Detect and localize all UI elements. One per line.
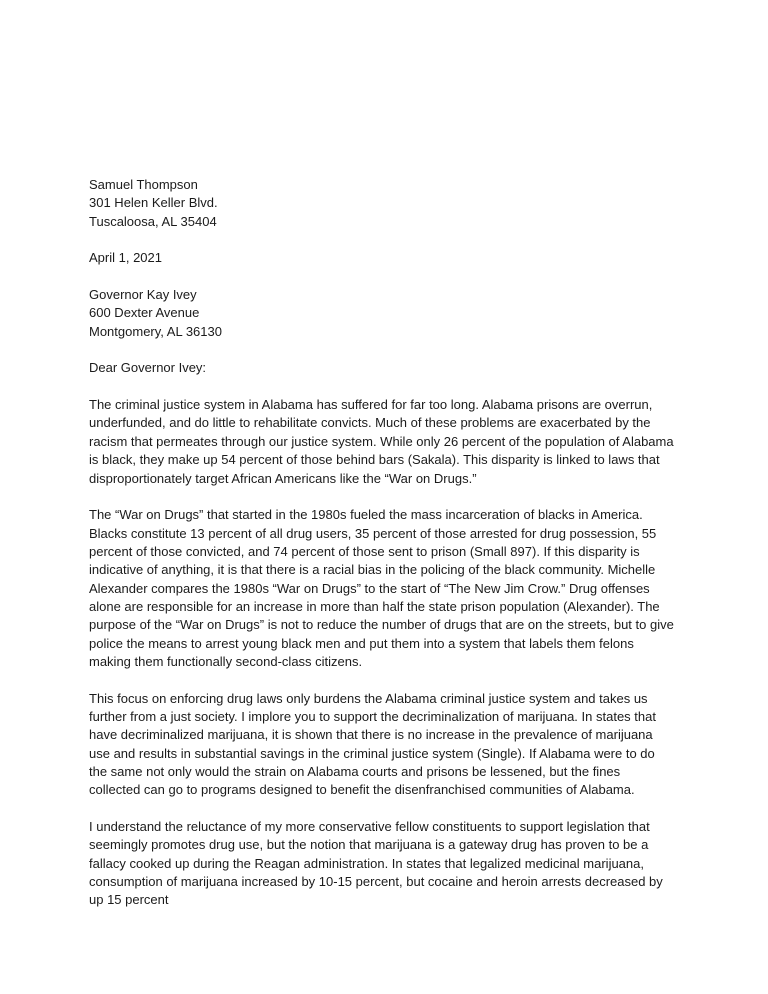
sender-street: 301 Helen Keller Blvd. — [89, 195, 218, 211]
spacer-after-recipient — [89, 341, 675, 359]
spacer-after-date — [89, 268, 675, 286]
letter-body — [89, 176, 675, 910]
spacer-paragraph-2 — [89, 671, 675, 689]
body-paragraph-1: The criminal justice system in Alabama has suffered for far too long. Alabama prisons are overrun, underfunded, and do little to rehabilitate convicts. Much of these problems are exacerbated by the racism that permeates through our justice system. While only 26 percent of the population of Alabama is black, they make up 54 percent of those behind bars (Sakala). This disparity is linked to laws that disproportionately target African Americans like the “War on Drugs.” — [89, 397, 674, 486]
letter-date: April 1, 2021 — [89, 250, 162, 266]
recipient-street: 600 Dexter Avenue — [89, 305, 200, 321]
sender-city-state-zip: Tuscaloosa, AL 35404 — [89, 213, 217, 229]
recipient-city-state-zip: Montgomery, AL 36130 — [89, 323, 222, 339]
spacer-paragraph-1 — [89, 488, 675, 506]
spacer-paragraph-3 — [89, 800, 675, 818]
recipient-address-block — [89, 286, 675, 341]
recipient-name: Governor Kay Ivey — [89, 287, 197, 303]
spacer-after-sender — [89, 231, 675, 249]
salutation: Dear Governor Ivey: — [89, 360, 207, 376]
body-paragraph-4: I understand the reluctance of my more conservative fellow constituents to support legislation that seemingly promotes drug use, but the notion that marijuana is a gateway drug has proven to be a fallacy cooked up during the Reagan administration. In states that legalized medicinal marijuana, consumption of marijuana increased by 10-15 percent, but cocaine and heroin arrests decreased by up 15 percent — [89, 819, 663, 908]
spacer-after-salutation — [89, 378, 675, 396]
body-paragraph-2: The “War on Drugs” that started in the 1980s fueled the mass incarceration of blacks in America. Blacks constitute 13 percent of all drug users, 35 percent of those arrested for drug possession, 55 percent of those convicted, and 74 percent of those sent to prison (Small 897). If this disparity is indicative of anything, it is that there is a racial bias in the policing of the black community. Michelle Alexander compares the 1980s “War on Drugs” to the start of “The New Jim Crow.” Drug offenses alone are responsible for an increase in more than half the state prison population (Alexander). The purpose of the “War on Drugs” is not to reduce the number of drugs that are on the streets, but to give police the means to arrest young black men and put them into a system that labels them felons making them functionally second-class citizens. — [89, 507, 674, 669]
sender-address-block — [89, 176, 675, 231]
sender-name: Samuel Thompson — [89, 177, 198, 192]
body-paragraph-3: This focus on enforcing drug laws only burdens the Alabama criminal justice system and takes us further from a just society. I implore you to support the decriminalization of marijuana. In states that have decriminalized marijuana, it is shown that there is no increase in the prevalence of marijuana use and results in substantial savings in the criminal justice system (Single). If Alabama were to do the same not only would the strain on Alabama courts and prisons be lessened, but the fines collected can go to programs designed to benefit the disenfranchised communities of Alabama. — [89, 690, 656, 798]
